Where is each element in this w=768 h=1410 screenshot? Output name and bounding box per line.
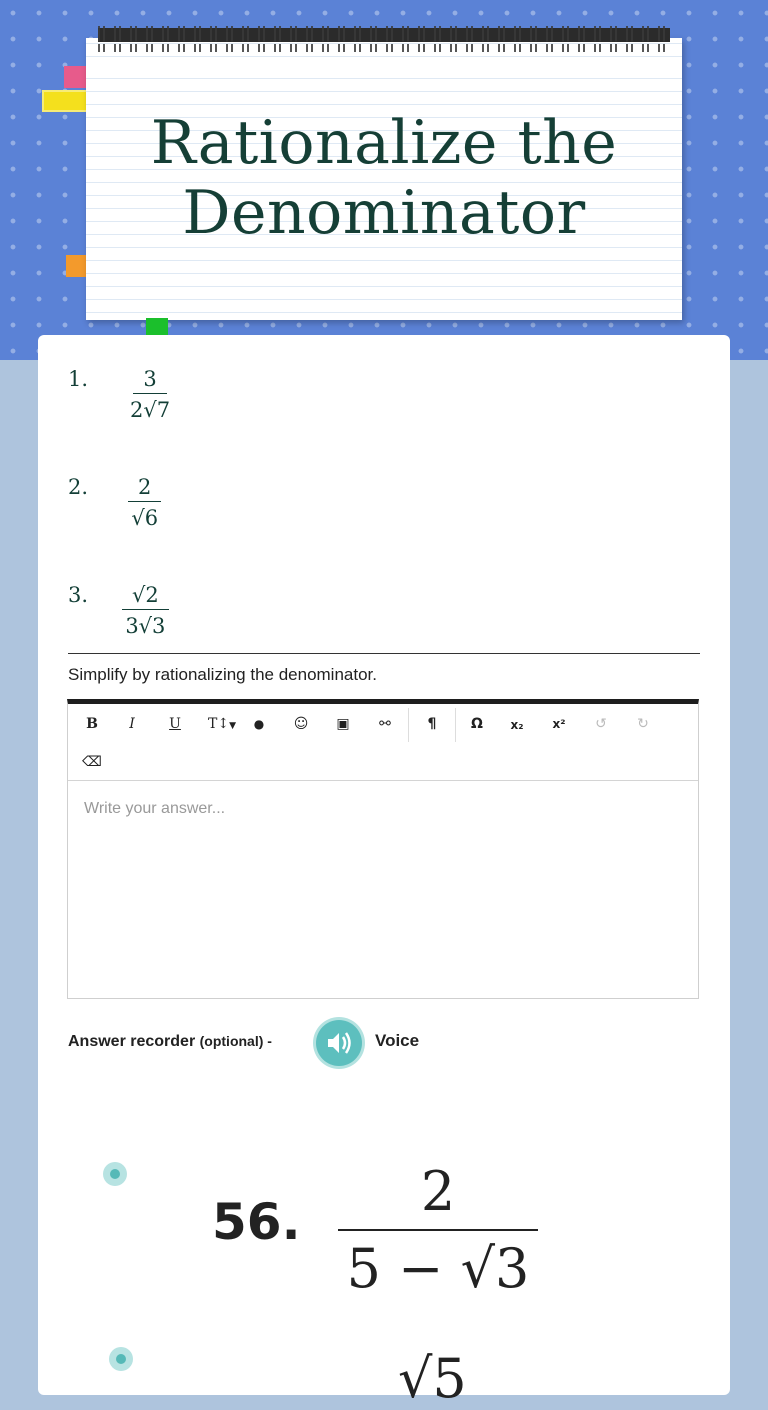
recorder-optional: (optional) - xyxy=(199,1033,272,1049)
hotspot-marker[interactable] xyxy=(109,1347,133,1371)
numerator: √2 xyxy=(122,583,169,610)
superscript-button[interactable]: x² xyxy=(552,717,566,731)
italic-button[interactable]: I xyxy=(129,716,135,732)
speaker-icon xyxy=(316,1020,362,1066)
worksheet-card xyxy=(38,335,730,1410)
toolbar-separator xyxy=(455,708,456,742)
image-denominator: 5 − √3 xyxy=(346,1237,530,1300)
bold-button[interactable]: B xyxy=(86,716,98,732)
voice-record-button[interactable] xyxy=(316,1020,362,1066)
paragraph-direction-icon[interactable]: ¶ xyxy=(427,716,437,732)
answer-recorder-label xyxy=(68,1033,272,1051)
pink-tab xyxy=(64,66,88,88)
omega-icon[interactable]: Ω xyxy=(471,716,483,732)
yellow-tab xyxy=(42,90,88,112)
hotspot-marker[interactable] xyxy=(103,1162,127,1186)
fraction-bar xyxy=(338,1229,538,1231)
divider xyxy=(68,653,700,654)
redo-icon[interactable]: ↻ xyxy=(637,716,649,732)
emoji-icon[interactable]: ☺ xyxy=(293,716,309,732)
voice-label: Voice xyxy=(375,1031,420,1050)
image-next-partial: √5 xyxy=(398,1347,467,1410)
image-icon[interactable]: ▣ xyxy=(336,716,350,732)
denominator: 2√7 xyxy=(130,398,171,422)
image-numerator: 2 xyxy=(420,1160,456,1223)
underline-button[interactable]: U xyxy=(169,716,181,732)
fraction xyxy=(130,367,170,422)
page-title: Rationalize the Denominator xyxy=(150,108,618,248)
eraser-icon[interactable]: ⌫ xyxy=(82,754,102,770)
numerator: 3 xyxy=(133,367,166,394)
fraction xyxy=(122,583,169,638)
image-problem-fraction xyxy=(338,1161,538,1299)
green-tab xyxy=(146,318,168,336)
caret-down-icon: ▼ xyxy=(229,721,236,731)
hero-banner xyxy=(0,0,768,360)
toolbar-separator xyxy=(408,708,409,742)
question-prompt: Simplify by rationalizing the denominator. xyxy=(68,665,377,684)
answer-input[interactable]: Write your answer... xyxy=(84,800,226,817)
rich-text-editor xyxy=(67,699,699,999)
link-icon[interactable]: ⚯ xyxy=(379,716,391,732)
problem-number: 1. xyxy=(68,367,89,391)
subscript-button[interactable]: x₂ xyxy=(510,718,524,732)
image-problem-number: 56. xyxy=(212,1193,301,1251)
denominator: √6 xyxy=(131,506,159,530)
text-color-icon[interactable]: ● xyxy=(253,717,265,731)
spiral-binding xyxy=(98,26,670,52)
problem-number: 2. xyxy=(68,475,89,499)
fraction xyxy=(128,475,161,530)
editor-toolbar xyxy=(68,704,698,781)
denominator: 3√3 xyxy=(125,614,166,638)
text-size-icon: T↕ xyxy=(208,716,230,732)
orange-tab xyxy=(66,255,88,277)
numerator: 2 xyxy=(128,475,161,502)
problem-number: 3. xyxy=(68,583,89,607)
recorder-label: Answer recorder xyxy=(68,1033,196,1050)
undo-icon[interactable]: ↺ xyxy=(595,716,607,732)
text-size-dropdown[interactable] xyxy=(204,714,240,736)
